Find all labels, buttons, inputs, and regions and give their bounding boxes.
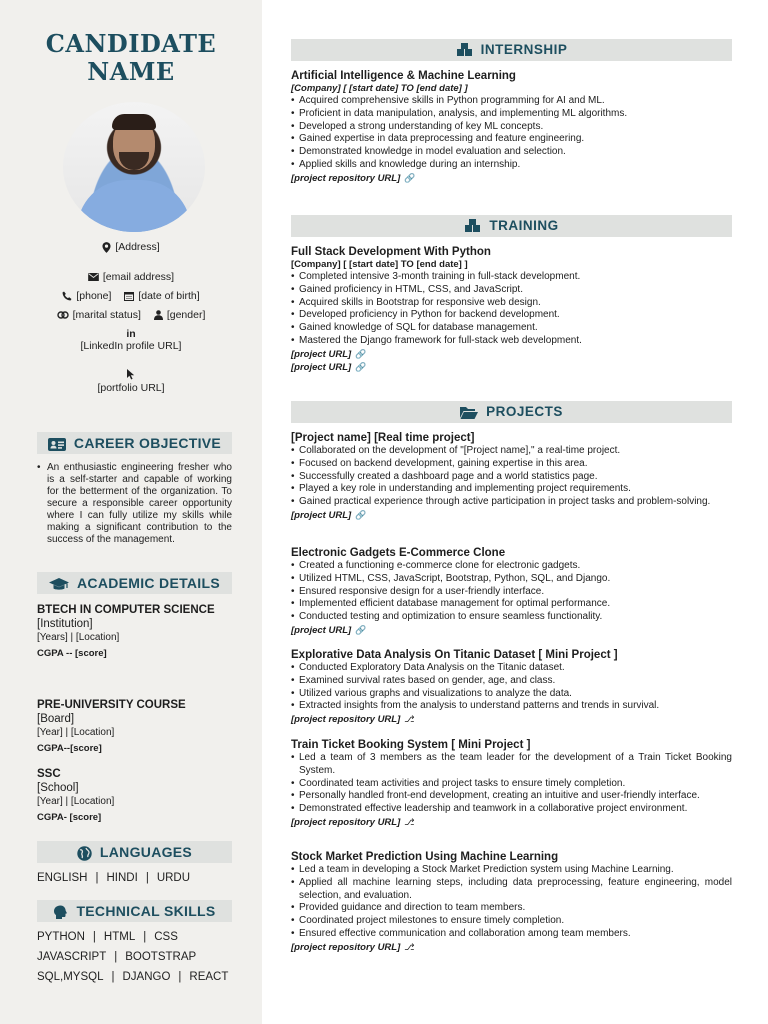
- phone-icon: [62, 291, 72, 301]
- education-entry: [37, 767, 237, 824]
- training-title: TRAINING: [489, 218, 559, 233]
- skills-row: PYTHON | HTML | CSS: [37, 931, 178, 943]
- linkedin-icon: in: [126, 328, 136, 340]
- skill-item: CSS: [154, 931, 178, 943]
- skill-item: BOOTSTRAP: [125, 951, 197, 963]
- training-link[interactable]: [291, 348, 732, 361]
- main-content: [262, 0, 768, 1024]
- list-item: • Demonstrated knowledge in model evaluation and selection.: [291, 146, 732, 159]
- envelope-icon: [88, 273, 99, 281]
- link-text[interactable]: [project URL]: [291, 361, 352, 373]
- dob-text: [date of birth]: [138, 290, 200, 302]
- marital-gender-row: [20, 309, 242, 321]
- skill-item: PYTHON: [37, 931, 85, 943]
- training-course: Full Stack Development With Python: [291, 246, 491, 258]
- academic-details-title: ACADEMIC DETAILS: [77, 575, 220, 591]
- cursor-icon: [20, 369, 242, 383]
- cgpa: CGPA -- [score]: [37, 648, 107, 659]
- link-text[interactable]: [project URL]: [291, 624, 352, 636]
- email[interactable]: [20, 271, 242, 283]
- degree: SSC: [37, 768, 61, 780]
- languages-list: ENGLISH | HINDI | URDU: [37, 872, 191, 884]
- career-objective-title: CAREER OBJECTIVE: [73, 435, 222, 451]
- candidate-name-last: NAME: [87, 57, 175, 86]
- link-text[interactable]: [project repository URL]: [291, 816, 401, 828]
- internship-header: [291, 39, 732, 61]
- skills-row: JAVASCRIPT | BOOTSTRAP: [37, 951, 197, 963]
- list-item: • Mastered the Django framework for full-stack web development.: [291, 335, 732, 348]
- person-icon: [154, 310, 163, 320]
- training-header: [291, 215, 732, 237]
- project-link[interactable]: [291, 509, 732, 522]
- phone-text: [phone]: [76, 290, 112, 302]
- list-item: • Coordinated project milestones to ensure timely completion.: [291, 915, 732, 928]
- sidebar: [0, 0, 262, 1024]
- project-entry: [291, 648, 732, 726]
- projects-header: [291, 401, 732, 423]
- academic-details-header: [37, 572, 232, 594]
- location-pin-icon: [102, 242, 111, 253]
- list-item: • Conducted Exploratory Data Analysis on the Titanic dataset.: [291, 662, 732, 675]
- list-item: • Utilized HTML, CSS, JavaScript, Bootstrap, Python, SQL, and Django.: [291, 573, 732, 586]
- list-item: • Ensured effective communication and collaboration among team members.: [291, 928, 732, 941]
- calendar-icon: [124, 291, 134, 301]
- institution: [School]: [37, 782, 79, 794]
- project-title: Train Ticket Booking System [ Mini Project ]: [291, 739, 531, 751]
- list-item: • Focused on backend development, gaining expertise in this area.: [291, 458, 732, 471]
- technical-skills-header: [37, 900, 232, 922]
- cubes-icon: [464, 219, 481, 233]
- list-item: • Coordinated team activities and project tasks to ensure timely completion.: [291, 778, 732, 791]
- link-text[interactable]: [project repository URL]: [291, 941, 401, 953]
- list-item: • Acquired skills in Bootstrap for responsive web design.: [291, 297, 732, 310]
- list-item: • Collaborated on the development of "[Project name]," a real-time project.: [291, 445, 732, 458]
- degree: BTECH IN COMPUTER SCIENCE: [37, 604, 215, 616]
- list-item: • Gained proficiency in HTML, CSS, and JavaScript.: [291, 284, 732, 297]
- skill-item: REACT: [189, 971, 229, 983]
- project-link[interactable]: [291, 713, 732, 726]
- institution: [Board]: [37, 713, 75, 725]
- education-meta: [Year] | [Location]: [37, 727, 115, 738]
- project-entry: [291, 546, 732, 637]
- list-item: • Successfully created a dashboard page and a world statistics page.: [291, 471, 732, 484]
- project-link[interactable]: [291, 624, 732, 637]
- list-item: • Demonstrated effective leadership and teamwork in a collaborative project environment.: [291, 803, 732, 816]
- address: [20, 241, 242, 253]
- cubes-icon: [456, 43, 473, 57]
- project-link[interactable]: [291, 941, 691, 954]
- list-item: • Examined survival rates based on gender, age, and class.: [291, 675, 732, 688]
- id-card-icon: [48, 438, 66, 451]
- career-objective-header: [37, 432, 232, 454]
- link-icon: 🔗: [355, 361, 367, 372]
- language-item: ENGLISH: [37, 872, 88, 884]
- email-text[interactable]: [email address]: [102, 271, 175, 283]
- list-item: • Developed a strong understanding of key ML concepts.: [291, 121, 732, 134]
- education-meta: [Year] | [Location]: [37, 796, 115, 807]
- list-item: • Applied all machine learning steps, including data preprocessing, feature engineering, model selection, and evaluation.: [291, 877, 732, 903]
- career-objective-text: • An enthusiastic engineering fresher who is a self-starter and capable of working for the betterment of the organization. To secure a responsible career opportunity where I can fully utilize my skills while making a significant contribution to the success of the management.: [37, 462, 232, 546]
- rings-icon: [57, 311, 69, 319]
- skill-item: JAVASCRIPT: [37, 951, 107, 963]
- degree: PRE-UNIVERSITY COURSE: [37, 699, 186, 711]
- education-entry: [37, 603, 237, 660]
- list-item: • Provided guidance and direction to team members.: [291, 902, 732, 915]
- list-item: • Implemented efficient database management for optimal performance.: [291, 598, 732, 611]
- technical-skills-title: TECHNICAL SKILLS: [76, 903, 216, 919]
- candidate-name-first: CANDIDATE: [45, 29, 217, 58]
- pointer-icon: [127, 369, 136, 380]
- internship-entry: [291, 69, 732, 185]
- institution: [Institution]: [37, 618, 93, 630]
- internship-title: INTERNSHIP: [480, 42, 568, 57]
- list-item: • Acquired comprehensive skills in Python programming for AI and ML.: [291, 95, 732, 108]
- brain-icon: [53, 905, 68, 920]
- cgpa: CGPA- [score]: [37, 812, 102, 823]
- list-item: • Played a key role in understanding and implementing project requirements.: [291, 483, 732, 496]
- internship-company: [Company] [ [start date] TO [end date] ]: [291, 83, 468, 94]
- list-item: • Created a functioning e-commerce clone for electronic gadgets.: [291, 560, 732, 573]
- list-item: • Gained expertise in data preprocessing and feature engineering.: [291, 133, 732, 146]
- projects-title: PROJECTS: [486, 404, 563, 419]
- list-item: • Led a team of 3 members as the team leader for the development of a Train Ticket Booking System.: [291, 752, 732, 778]
- skill-item: DJANGO: [122, 971, 171, 983]
- project-entry: [291, 431, 732, 522]
- training-entry: [291, 245, 732, 374]
- languages-title: LANGUAGES: [99, 844, 193, 860]
- project-title: Explorative Data Analysis On Titanic Dataset [ Mini Project ]: [291, 649, 618, 661]
- career-objective-list: [37, 462, 232, 546]
- language-item: URDU: [156, 872, 191, 884]
- training-link[interactable]: [291, 361, 732, 374]
- project-title: Stock Market Prediction Using Machine Learning: [291, 851, 559, 863]
- marital-text: [marital status]: [72, 309, 141, 321]
- linkedin-link[interactable]: [LinkedIn profile URL]: [80, 340, 182, 352]
- project-entry: [291, 850, 732, 954]
- link-icon: 🔗: [355, 509, 367, 520]
- link-text[interactable]: [project URL]: [291, 348, 352, 360]
- portfolio-link[interactable]: [portfolio URL]: [97, 382, 165, 394]
- github-icon: ⎇: [404, 714, 415, 725]
- list-item: • Gained practical experience through active participation in project tasks and problem-solving.: [291, 496, 732, 509]
- list-item: • Conducted testing and optimization to ensure seamless functionality.: [291, 611, 732, 624]
- list-item: • Developed proficiency in Python for backend development.: [291, 309, 732, 322]
- address-text: [Address]: [115, 241, 160, 253]
- link-icon: 🔗: [404, 172, 416, 183]
- phone-dob-row: [20, 290, 242, 302]
- globe-icon: [77, 846, 92, 861]
- education-entry: [37, 698, 237, 755]
- skill-item: HTML: [103, 931, 136, 943]
- skills-row: SQL,MYSQL | DJANGO | REACT: [37, 971, 229, 983]
- list-item: • Ensured responsive design for a user-friendly interface.: [291, 586, 732, 599]
- education-meta: [Years] | [Location]: [37, 632, 120, 643]
- cgpa: CGPA--[score]: [37, 743, 102, 754]
- list-item: • Completed intensive 3-month training in full-stack development.: [291, 271, 732, 284]
- graduation-cap-icon: [49, 578, 69, 591]
- github-icon: ⎇: [404, 941, 415, 952]
- list-item: • Extracted insights from the analysis to understand patterns and trends in survival.: [291, 700, 732, 713]
- list-item: • Applied skills and knowledge during an internship.: [291, 159, 732, 172]
- link-icon: 🔗: [355, 348, 367, 359]
- list-item: • Led a team in developing a Stock Market Prediction system using Machine Learning.: [291, 864, 732, 877]
- list-item: • Gained knowledge of SQL for database management.: [291, 322, 732, 335]
- gender-text: [gender]: [166, 309, 206, 321]
- internship-link[interactable]: [291, 172, 691, 185]
- project-entry: [291, 738, 732, 829]
- link-text[interactable]: [project repository URL]: [291, 172, 401, 184]
- training-company: [Company] [ [start date] TO [end date] ]: [291, 259, 468, 270]
- link-text[interactable]: [project repository URL]: [291, 714, 401, 726]
- skill-item: SQL,MYSQL: [37, 971, 104, 983]
- internship-role: Artificial Intelligence & Machine Learning: [291, 70, 516, 82]
- folder-open-icon: [460, 406, 478, 419]
- project-title: Electronic Gadgets E-Commerce Clone: [291, 547, 506, 559]
- link-icon: 🔗: [355, 624, 367, 635]
- project-link[interactable]: [291, 816, 732, 829]
- link-text[interactable]: [project URL]: [291, 509, 352, 521]
- language-item: HINDI: [106, 872, 138, 884]
- project-title: [Project name] [Real time project]: [291, 432, 475, 444]
- github-icon: ⎇: [404, 816, 415, 827]
- list-item: • Personally handled front-end development, creating an intuitive and user-friendly interface.: [291, 790, 732, 803]
- languages-header: [37, 841, 232, 863]
- avatar: [63, 102, 205, 232]
- list-item: • Proficient in data manipulation, analysis, and implementing ML algorithms.: [291, 108, 732, 121]
- list-item: • Utilized various graphs and visualizations to analyze the data.: [291, 688, 732, 701]
